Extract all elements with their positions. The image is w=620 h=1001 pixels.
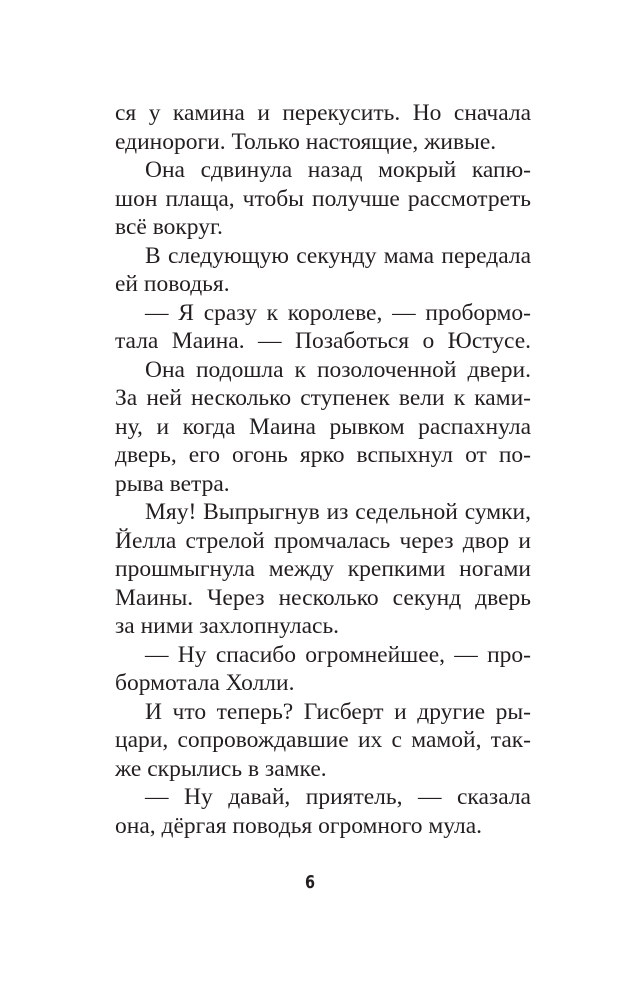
text-line: За ней несколько ступенек вели к ками- xyxy=(115,385,531,411)
text-line: дверь, его огонь ярко вспыхнул от по- xyxy=(115,442,531,468)
text-line: всё вокруг. xyxy=(115,214,223,240)
text-line: В следующую секунду мама передала xyxy=(145,242,531,269)
text-line: И что теперь? Гисберт и другие ры- xyxy=(145,698,531,725)
text-line: — Ну давай, приятель, — сказала xyxy=(145,784,531,810)
text-line: единороги. Только настоящие, живые. xyxy=(115,128,497,155)
text-line: — Я сразу к королеве, — пробормо- xyxy=(145,299,531,326)
text-line: рыва ветра. xyxy=(115,470,230,497)
text-line: она, дёргая поводья огромного мула. xyxy=(115,812,483,839)
body-text xyxy=(115,99,531,840)
text-line: шон плаща, чтобы получше рассмотреть xyxy=(115,185,531,212)
text-line: Она подошла к позолоченной двери. xyxy=(145,356,531,383)
text-line: тала Маина. — Позаботься о Юстусе. xyxy=(115,328,531,354)
text-line: цари, сопровождавшие их с мамой, так- xyxy=(115,727,531,753)
text-line: Маины. Через несколько секунд дверь xyxy=(115,584,531,611)
text-line: прошмыгнула между крепкими ногами xyxy=(115,556,531,582)
text-line: Мяу! Выпрыгнув из седельной сумки, xyxy=(145,499,531,525)
text-line: ну, и когда Маина рывком распахнула xyxy=(115,413,531,440)
text-line: бормотала Холли. xyxy=(115,670,295,696)
text-line: Йелла стрелой промчалась через двор и xyxy=(115,527,531,554)
text-line: ся у камина и перекусить. Но сначала xyxy=(115,100,531,126)
text-line: за ними захлопнулась. xyxy=(115,613,340,639)
text-line: ей поводья. xyxy=(115,271,230,297)
page-number: 6 xyxy=(304,872,316,893)
text-line: — Ну спасибо огромнейшее, — про- xyxy=(145,641,531,668)
text-line: же скрылись в замке. xyxy=(115,755,327,782)
text-line: Она сдвинула назад мокрый капю- xyxy=(145,157,531,183)
